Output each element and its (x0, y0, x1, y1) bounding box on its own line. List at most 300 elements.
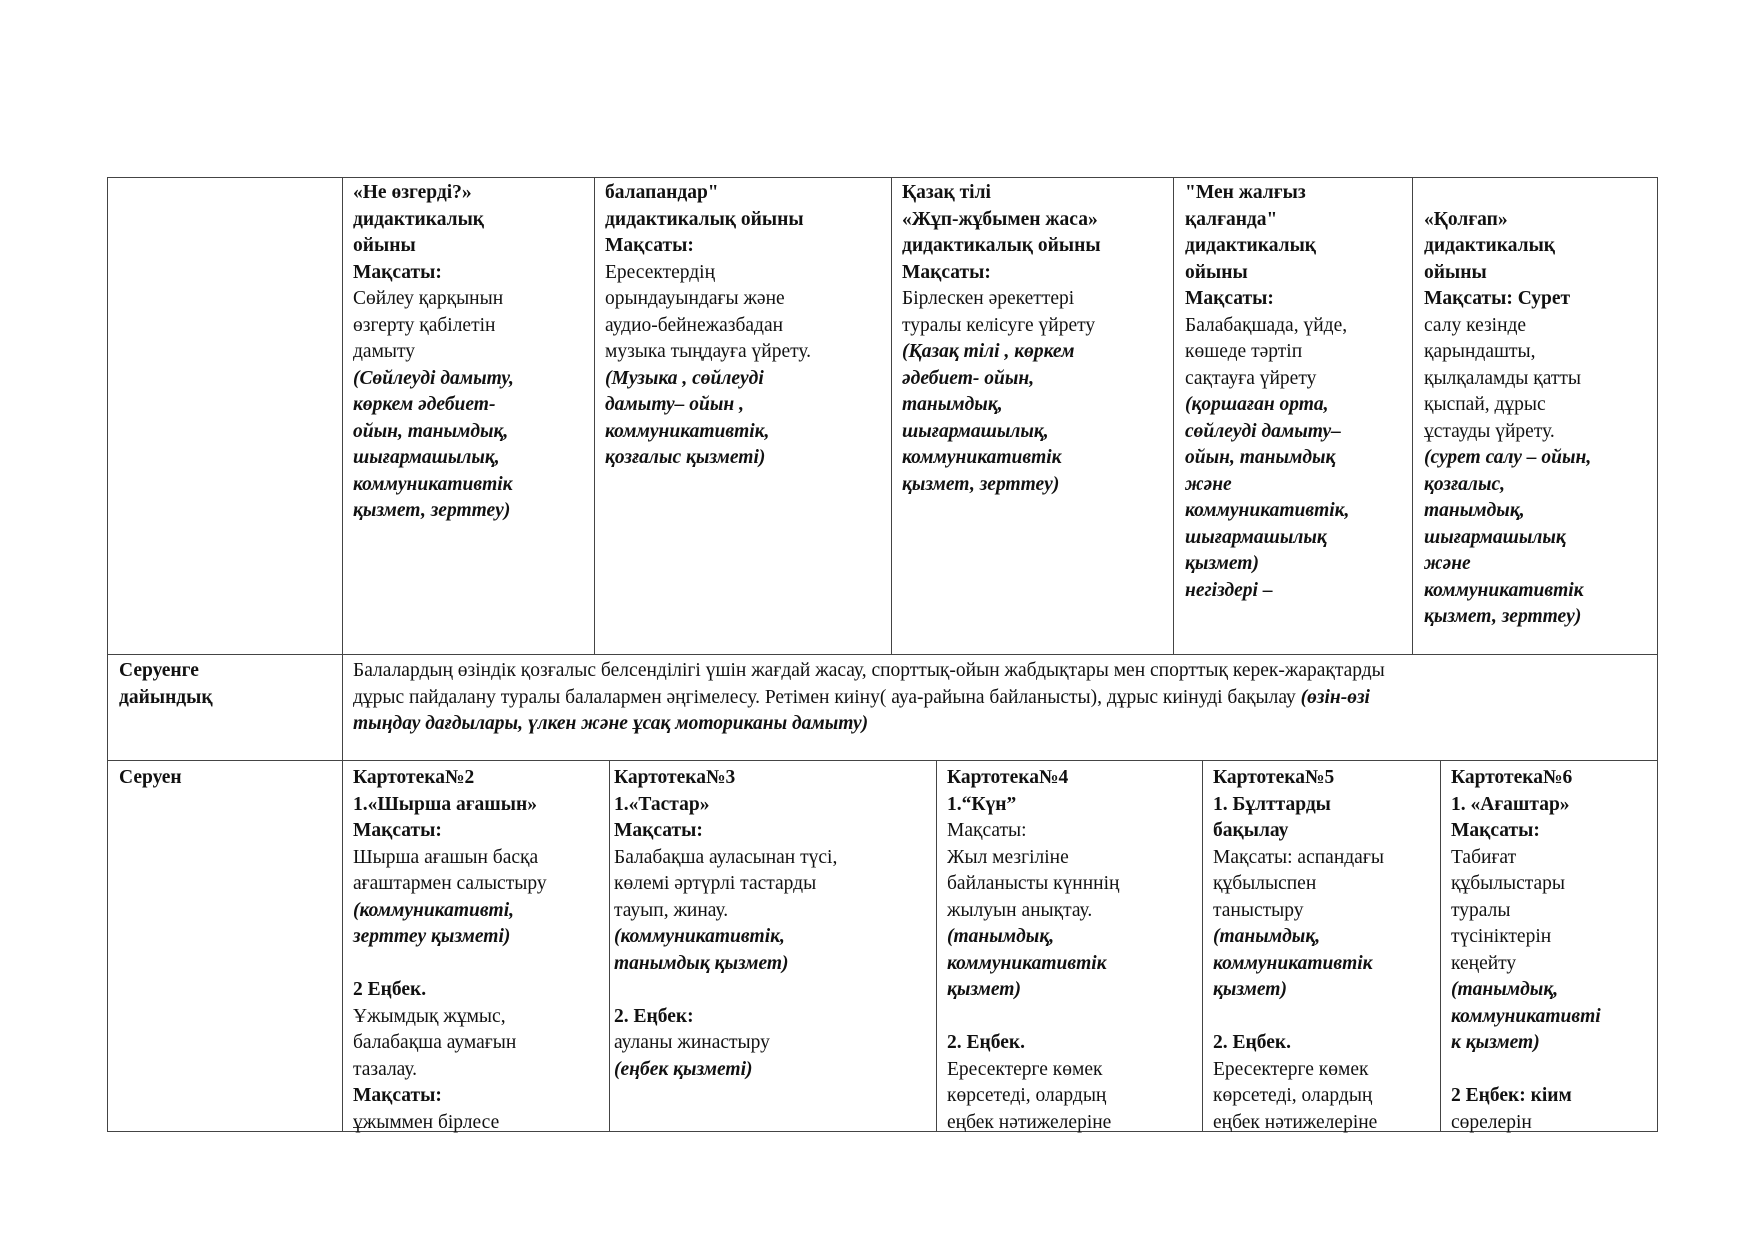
line-text: коммуникативтік (1424, 579, 1584, 601)
row1-col-divider-3 (1173, 177, 1174, 654)
text-line (902, 233, 1101, 260)
text-line (1424, 472, 1591, 499)
text-line (1424, 233, 1591, 260)
text-line (902, 260, 1101, 287)
text-line (605, 260, 811, 287)
line-text: құбылыстары (1451, 873, 1566, 894)
text-line (947, 977, 1119, 1004)
text-line (1213, 977, 1384, 1004)
text-line (614, 1004, 837, 1031)
table-right-border (1657, 177, 1658, 1132)
line-text: әдебиет- ойын, (902, 367, 1035, 389)
text-line (1213, 898, 1384, 925)
row-divider-2 (107, 760, 1658, 761)
line-text: (еңбек қызметі) (614, 1058, 753, 1080)
line-text: негіздері – (1185, 579, 1273, 601)
line-text: (коммуникативті, (353, 899, 515, 921)
line-text: қызмет, зерттеу) (1424, 606, 1582, 627)
line-text: көшеде тәртіп (1185, 341, 1303, 362)
row3-cell-4 (1213, 765, 1384, 1136)
text-line (1213, 765, 1384, 792)
line-text: көрсетеді, олардың (947, 1085, 1107, 1106)
line-text: дидактикалық (353, 208, 485, 230)
text-line (947, 951, 1119, 978)
line-text: Мақсаты: (947, 820, 1027, 841)
text-line (353, 1110, 547, 1137)
line-text: ойын, танымдық (1185, 447, 1336, 468)
text-line (1185, 260, 1349, 287)
text-line (1185, 366, 1349, 393)
text-line (1451, 898, 1601, 925)
line-text: коммуникативтік, (605, 420, 770, 442)
row3-col-divider-2 (936, 760, 937, 1132)
row3-col-divider-4 (1440, 760, 1441, 1132)
line-text: Ересектерге көмек (1213, 1058, 1369, 1080)
text-line (947, 924, 1119, 951)
text-line (1213, 871, 1384, 898)
line-text: (Сөйлеуді дамыту, (353, 367, 514, 389)
text-line (1213, 924, 1384, 951)
text-line (1424, 604, 1591, 631)
line-text: ағаштармен салыстыру (353, 873, 547, 894)
line-text: Мақсаты: (353, 1085, 442, 1106)
line-text: Картотека№2 (353, 767, 475, 788)
line-text: к қызмет) (1451, 1032, 1540, 1053)
row2-content (353, 658, 1385, 738)
line-text: туралы келісуге үйрету (902, 314, 1096, 336)
line-text: құбылыспен (1213, 873, 1317, 894)
line-text: Ұжымдық жұмыс, (353, 1005, 506, 1027)
text-line (1451, 1004, 1601, 1031)
line-text: Жыл мезгіліне (947, 846, 1069, 868)
text-line (1451, 1057, 1601, 1084)
text-line (353, 924, 547, 951)
line-text: еңбек нәтижелеріне (947, 1111, 1112, 1133)
row3-cell-3 (947, 765, 1119, 1136)
line-text: ойыны (1185, 261, 1248, 283)
line-text: 2. Еңбек: (614, 1005, 694, 1027)
text-line (353, 977, 547, 1004)
line-text: коммуникативті (1451, 1005, 1601, 1027)
table-top-border (107, 177, 1658, 178)
line-text: жылуын анықтау. (947, 899, 1093, 921)
line-text: Бірлескен әрекеттері (902, 288, 1075, 309)
text-line (605, 392, 811, 419)
line-text: сақтауға үйрету (1185, 367, 1317, 389)
text-line (1424, 180, 1591, 207)
text-line (1185, 286, 1349, 313)
line-text: дайындық (119, 686, 213, 708)
row3-cell-2 (614, 765, 837, 1083)
line-text: ойыны (353, 235, 416, 256)
row1-cell-2 (605, 180, 811, 472)
text-line (1424, 578, 1591, 605)
text-line (947, 1030, 1119, 1057)
text-line (947, 765, 1119, 792)
text-line (1424, 260, 1591, 287)
text-line (902, 286, 1101, 313)
line-text: Мақсаты: (1185, 288, 1274, 309)
line-text: дидактикалық ойыны (902, 235, 1101, 256)
row3-label (119, 765, 182, 792)
text-line (353, 792, 547, 819)
line-text: қызмет, зерттеу) (353, 500, 511, 521)
text-line (1451, 871, 1601, 898)
line-text: шығармашылық, (902, 420, 1049, 442)
text-line (353, 1083, 547, 1110)
line-text: (Қазақ тілі , көркем (902, 341, 1075, 362)
line-text: (танымдық, (947, 926, 1055, 947)
line-text: қызмет) (1213, 979, 1287, 1000)
line-text: коммуникативтік (353, 473, 513, 495)
line-text: Мақсаты: (614, 820, 703, 841)
text-line (353, 871, 547, 898)
line-text: "Мен жалғыз (1185, 182, 1306, 203)
text-line (119, 658, 213, 685)
text-line (1451, 924, 1601, 951)
line-text: коммуникативтік (1213, 952, 1373, 974)
row2-label (119, 658, 213, 711)
text-line (1185, 445, 1349, 472)
line-text: ауланы жинастыру (614, 1032, 770, 1053)
text-line (1424, 525, 1591, 552)
line-text: тауып, жинау. (614, 899, 729, 921)
text-line (353, 658, 1385, 685)
text-line (605, 180, 811, 207)
line-text: дұрыс пайдалану туралы балалармен әңгімелесу. Ретімен киіну( ауа-райына байланысты), дұрыс киінуді бақылау (353, 686, 1296, 708)
line-text: Мақсаты: Сурет (1424, 288, 1571, 309)
line-text: 2. Еңбек. (1213, 1032, 1291, 1053)
text-line (614, 871, 837, 898)
line-text: балапандар" (605, 182, 719, 203)
text-line (353, 711, 1385, 738)
line-text: Мақсаты: (1451, 820, 1540, 841)
line-text: сөйлеуді дамыту– (1185, 420, 1341, 442)
line-text: таныстыру (1213, 899, 1304, 921)
text-line (1213, 1004, 1384, 1031)
line-text: «Не өзгерді?» (353, 182, 472, 203)
line-text: ұстауды үйрету. (1424, 420, 1555, 442)
text-line (1424, 551, 1591, 578)
line-text: балабақша аумағын (353, 1032, 517, 1053)
text-line (902, 445, 1101, 472)
text-line (614, 792, 837, 819)
text-line (1424, 339, 1591, 366)
text-line (1451, 765, 1601, 792)
text-line (353, 1057, 547, 1084)
row3-col-divider-1 (609, 760, 610, 1132)
text-line (614, 818, 837, 845)
line-text: Серуенге (119, 660, 199, 681)
line-text: коммуникативтік, (1185, 500, 1350, 521)
text-line (1424, 445, 1591, 472)
text-line (1213, 1030, 1384, 1057)
line-text: (сурет салу – ойын, (1424, 447, 1592, 468)
line-text: Балабақша ауласынан түсі, (614, 846, 838, 868)
text-line (614, 951, 837, 978)
text-line (1185, 419, 1349, 446)
row1-col-divider-1 (594, 177, 595, 654)
text-line (1185, 207, 1349, 234)
line-text: 1. «Ағаштар» (1451, 793, 1570, 815)
table-left-border (107, 177, 108, 1132)
line-text: танымдық, (902, 394, 1003, 415)
line-text: Қазақ тілі (902, 182, 991, 203)
line-text: ұжыммен бірлесе (353, 1111, 500, 1133)
line-text: (Музыка , сөйлеуді (605, 367, 764, 389)
text-line (947, 792, 1119, 819)
text-line (902, 339, 1101, 366)
text-line (1424, 286, 1591, 313)
line-text: 1.«Шырша ағашын» (353, 793, 537, 815)
line-text: қозғалыс, (1424, 473, 1505, 495)
text-line (614, 845, 837, 872)
line-text: Мақсаты: (353, 261, 442, 283)
line-text: Мақсаты: (605, 235, 694, 256)
text-line (353, 419, 514, 446)
line-text: қылқаламды қатты (1424, 367, 1581, 389)
text-line (902, 313, 1101, 340)
line-text: Балабақшада, үйде, (1185, 314, 1348, 336)
line-text: Мақсаты: (353, 820, 442, 841)
text-line (1185, 551, 1349, 578)
line-text: және (1185, 473, 1232, 495)
line-text: Картотека№5 (1213, 767, 1335, 788)
line-text: сөрелерін (1451, 1111, 1532, 1133)
text-line (1185, 339, 1349, 366)
line-text: көрсетеді, олардың (1213, 1085, 1373, 1106)
text-line (353, 765, 547, 792)
text-line (1213, 1110, 1384, 1137)
text-line (1185, 498, 1349, 525)
line-text: (коммуникативтік, (614, 926, 785, 947)
line-text: 1.«Тастар» (614, 793, 710, 815)
text-line (614, 924, 837, 951)
text-line (353, 498, 514, 525)
line-text: өзгерту қабілетін (353, 314, 496, 336)
row1-cell-1 (353, 180, 514, 525)
text-line (1213, 1083, 1384, 1110)
text-line (605, 339, 811, 366)
text-line (614, 1030, 837, 1057)
text-line (1185, 392, 1349, 419)
row-divider-1 (107, 654, 1658, 655)
line-text: Картотека№3 (614, 767, 736, 788)
line-text: қозғалыс қызметі) (605, 447, 766, 468)
text-line (353, 233, 514, 260)
text-line (947, 1004, 1119, 1031)
text-line (1451, 951, 1601, 978)
line-text: Серуен (119, 767, 182, 788)
row1-cell-3 (902, 180, 1101, 498)
line-text: (қоршаған орта, (1185, 394, 1329, 415)
text-line (353, 951, 547, 978)
line-text: түсініктерін (1451, 926, 1552, 947)
text-line (947, 845, 1119, 872)
line-text: танымдық қызмет) (614, 952, 789, 974)
line-text: коммуникативтік (902, 447, 1062, 468)
row3-cell-5 (1451, 765, 1601, 1136)
line-text: көлемі әртүрлі тастарды (614, 873, 817, 894)
line-text: қалғанда" (1185, 208, 1278, 230)
row3-col-divider-3 (1202, 760, 1203, 1132)
line-text: дидактикалық (1185, 235, 1317, 256)
text-line (1424, 207, 1591, 234)
line-text: Ересектердің (605, 261, 716, 283)
text-line (605, 207, 811, 234)
line-text: қызмет) (947, 979, 1021, 1000)
line-text: қарындашты, (1424, 341, 1536, 362)
row1-cell-5 (1424, 180, 1591, 631)
text-line (353, 339, 514, 366)
text-line (1451, 1030, 1601, 1057)
text-line (1424, 498, 1591, 525)
text-line (902, 180, 1101, 207)
text-line (353, 685, 1385, 712)
line-text: 2 Еңбек. (353, 979, 427, 1000)
text-line (947, 1083, 1119, 1110)
line-text: салу кезінде (1424, 314, 1527, 336)
text-line (1424, 419, 1591, 446)
line-text: 1.“Күн” (947, 793, 1017, 815)
text-line (605, 233, 811, 260)
line-text: қызмет) (1185, 553, 1259, 574)
line-text: Ересектерге көмек (947, 1058, 1103, 1080)
line-text: байланысты күнннің (947, 873, 1120, 894)
line-text: тыңдау дағдылары, үлкен және ұсақ моториканы дамыту) (353, 713, 869, 734)
text-line (605, 419, 811, 446)
text-line (1185, 525, 1349, 552)
line-text: «Қолғап» (1424, 208, 1508, 230)
line-text: Мақсаты: аспандағы (1213, 846, 1384, 868)
line-text: 1. Бұлттарды (1213, 793, 1331, 815)
text-line (947, 1057, 1119, 1084)
text-line (902, 366, 1101, 393)
text-line (353, 180, 514, 207)
row1-col-divider-2 (891, 177, 892, 654)
line-text: музыка тыңдауға үйрету. (605, 341, 812, 362)
text-line (902, 207, 1101, 234)
text-line (1213, 951, 1384, 978)
text-line (1451, 1083, 1601, 1110)
text-line (947, 871, 1119, 898)
text-line (1185, 578, 1349, 605)
line-text: Табиғат (1451, 846, 1517, 868)
line-text: Шырша ағашын басқа (353, 846, 539, 868)
line-text: дидактикалық (1424, 235, 1556, 256)
text-line (353, 392, 514, 419)
line-text: кеңейту (1451, 952, 1517, 974)
text-line (1185, 313, 1349, 340)
text-line (353, 445, 514, 472)
line-text: орындауындағы және (605, 288, 785, 309)
text-line (1424, 366, 1591, 393)
line-text: ойын, танымдық, (353, 420, 509, 442)
text-line (614, 898, 837, 925)
text-line (1424, 313, 1591, 340)
text-line (353, 472, 514, 499)
text-line (614, 1057, 837, 1084)
text-line (605, 286, 811, 313)
text-line (353, 818, 547, 845)
line-text: 2 Еңбек: кіим (1451, 1085, 1572, 1106)
table-bottom-border (107, 1131, 1658, 1132)
text-line (1451, 977, 1601, 1004)
line-text: Картотека№4 (947, 767, 1069, 788)
line-text: дамыту (353, 341, 416, 362)
text-line (1213, 818, 1384, 845)
text-line (353, 845, 547, 872)
text-line (902, 419, 1101, 446)
row1-cell-4 (1185, 180, 1349, 604)
text-line (1185, 233, 1349, 260)
line-text: «Жұп-жұбымен жаса» (902, 208, 1098, 230)
text-line (1185, 472, 1349, 499)
line-text: қызмет, зерттеу) (902, 473, 1060, 495)
line-text: еңбек нәтижелеріне (1213, 1111, 1378, 1133)
line-text: көркем әдебиет- (353, 394, 496, 415)
text-line (947, 898, 1119, 925)
line-text: қыспай, дұрыс (1424, 394, 1546, 415)
line-text: (танымдық, (1451, 979, 1559, 1000)
line-text-emphasis: (өзін-өзі (1295, 686, 1370, 708)
text-line (605, 313, 811, 340)
text-line (353, 1004, 547, 1031)
text-line (605, 366, 811, 393)
line-text: шығармашылық (1185, 526, 1327, 548)
text-line (353, 207, 514, 234)
text-line (614, 977, 837, 1004)
text-line (1451, 818, 1601, 845)
text-line (1451, 845, 1601, 872)
line-text: шығармашылық (1424, 526, 1566, 548)
line-text: дидактикалық ойыны (605, 208, 804, 230)
text-line (902, 392, 1101, 419)
line-text: коммуникативтік (947, 952, 1107, 974)
text-line (902, 472, 1101, 499)
line-text: ойыны (1424, 261, 1487, 283)
line-text: тазалау. (353, 1058, 418, 1080)
row3-cell-1 (353, 765, 547, 1136)
line-text: шығармашылық, (353, 447, 500, 468)
row1-col-divider-4 (1412, 177, 1413, 654)
line-text: Балалардың өзіндік қозғалыс белсенділігі үшін жағдай жасау, спорттық-ойын жабдықтары мен спорттық керек-жарақтарды (353, 660, 1385, 681)
text-line (1185, 180, 1349, 207)
text-line (353, 286, 514, 313)
line-text: Картотека№6 (1451, 767, 1573, 788)
line-text: бақылау (1213, 820, 1289, 841)
text-line (614, 765, 837, 792)
line-text: (танымдық, (1213, 926, 1321, 947)
text-line (1213, 845, 1384, 872)
text-line (1424, 392, 1591, 419)
line-text: танымдық, (1424, 500, 1525, 521)
text-line (353, 1030, 547, 1057)
text-line (353, 898, 547, 925)
text-line (947, 818, 1119, 845)
text-line (353, 366, 514, 393)
line-text: дамыту– ойын , (605, 394, 744, 415)
text-line (353, 260, 514, 287)
line-text: аудио-бейнежазбадан (605, 314, 784, 336)
text-line (119, 765, 182, 792)
line-text: зерттеу қызметі) (353, 926, 511, 947)
text-line (1451, 792, 1601, 819)
text-line (605, 445, 811, 472)
text-line (1213, 1057, 1384, 1084)
text-line (353, 313, 514, 340)
line-text: 2. Еңбек. (947, 1032, 1025, 1053)
